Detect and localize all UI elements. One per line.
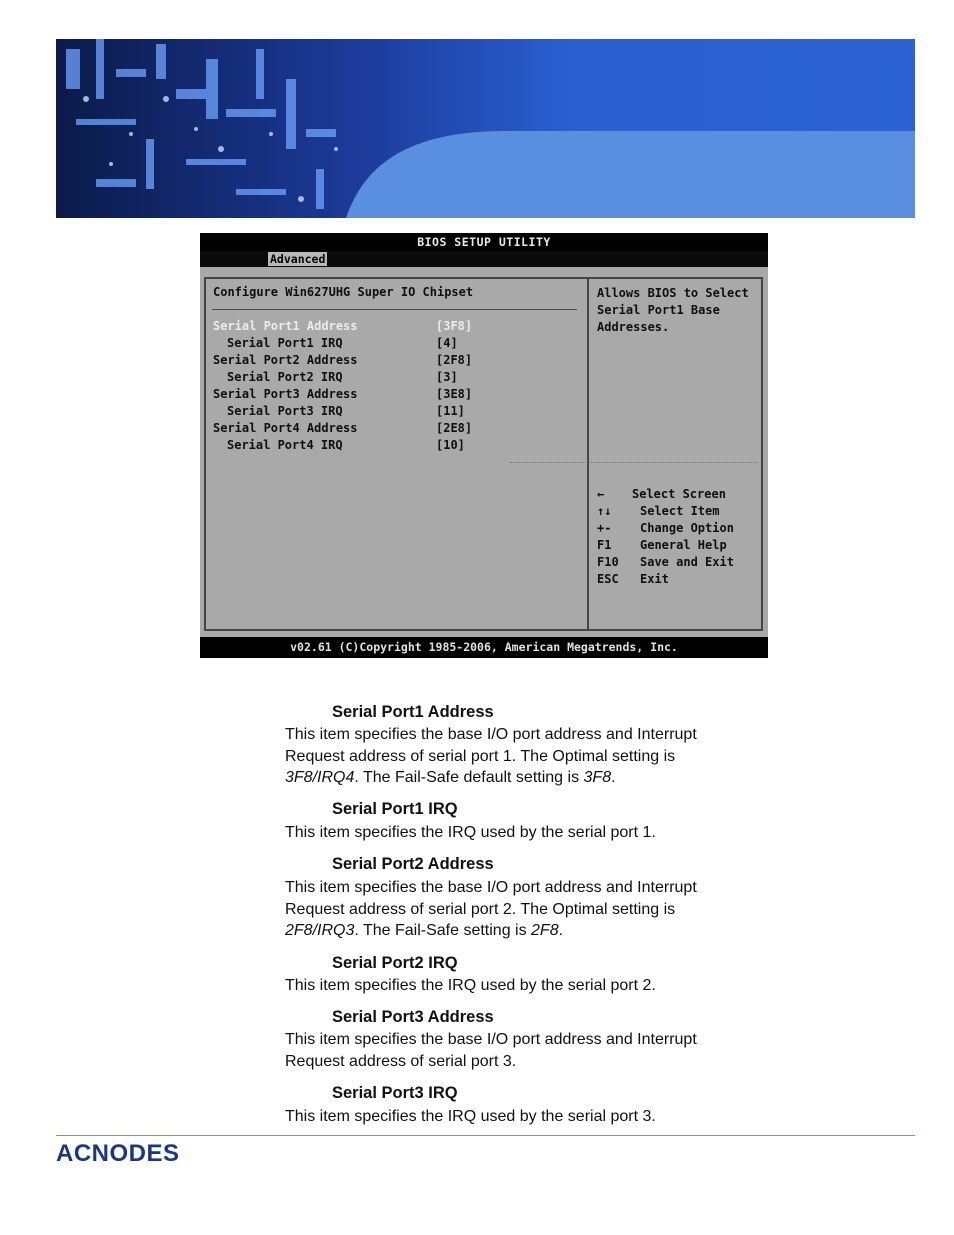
body-text: . The Fail-Safe default setting is	[354, 769, 584, 786]
bios-divider	[587, 279, 589, 629]
bios-value-serial-port2-address[interactable]: [2F8]	[436, 353, 473, 367]
key-select-item-desc: Select Item	[640, 504, 720, 518]
body-line: This item specifies the base I/O port address and Interrupt	[285, 879, 697, 896]
body-line: This item specifies the base I/O port address and Interrupt	[285, 1031, 697, 1048]
tab-advanced[interactable]: Advanced	[270, 252, 326, 266]
body-line: Request address of serial port 1. The Optimal setting is	[285, 747, 676, 765]
bios-dotted-rule	[510, 462, 758, 463]
body-line	[285, 920, 765, 942]
footer-rule	[56, 1135, 915, 1136]
header-banner	[56, 39, 915, 218]
section-body-port2-address	[285, 877, 765, 942]
section-body-port3-irq	[285, 1106, 765, 1128]
bios-item-serial-port2-address[interactable]: Serial Port2 Address	[213, 353, 358, 367]
body-text: .	[558, 922, 564, 939]
body-line: Request address of serial port 3.	[285, 1052, 517, 1070]
key-exit: ESC	[597, 572, 619, 586]
bios-item-serial-port3-address[interactable]: Serial Port3 Address	[213, 387, 358, 401]
key-select-screen: ←	[597, 487, 605, 501]
section-title-port1-address: Serial Port1 Address	[332, 703, 494, 721]
bios-item-serial-port4-address[interactable]: Serial Port4 Address	[213, 421, 358, 435]
bios-help-line-3: Addresses.	[597, 320, 670, 334]
heading-underline	[212, 309, 577, 310]
bios-section-heading: Configure Win627UHG Super IO Chipset	[213, 285, 474, 299]
section-title-port1-irq: Serial Port1 IRQ	[332, 800, 458, 818]
bios-item-serial-port3-irq[interactable]: Serial Port3 IRQ	[227, 404, 343, 418]
key-save-exit-desc: Save and Exit	[640, 555, 734, 569]
failsafe-value: 3F8	[583, 769, 612, 786]
bios-item-serial-port1-irq[interactable]: Serial Port1 IRQ	[227, 336, 343, 350]
bios-value-serial-port3-address[interactable]: [3E8]	[436, 387, 473, 401]
bios-item-serial-port4-irq[interactable]: Serial Port4 IRQ	[227, 438, 343, 452]
bios-help-line-1: Allows BIOS to Select	[597, 286, 749, 300]
bios-value-serial-port1-irq[interactable]: [4]	[436, 336, 458, 350]
key-general-help: F1	[597, 538, 612, 552]
bios-value-serial-port4-irq[interactable]: [10]	[436, 438, 465, 452]
bios-item-serial-port1-address[interactable]: Serial Port1 Address	[213, 319, 358, 333]
key-exit-desc: Exit	[640, 572, 669, 586]
failsafe-value: 2F8	[531, 922, 559, 939]
section-title-port2-irq: Serial Port2 IRQ	[332, 954, 458, 972]
bios-tab-bar	[200, 251, 768, 267]
body-text: . The Fail-Safe setting is	[354, 922, 532, 939]
section-title-port3-irq: Serial Port3 IRQ	[332, 1084, 458, 1102]
bios-value-serial-port3-irq[interactable]: [11]	[436, 404, 465, 418]
bios-help-line-2: Serial Port1 Base	[597, 303, 720, 317]
bios-main-panel	[200, 267, 768, 637]
section-body-port1-address	[285, 724, 765, 789]
body-line	[285, 767, 765, 789]
body-line: This item specifies the IRQ used by the serial port 2.	[285, 977, 656, 994]
bios-screenshot	[200, 233, 768, 658]
section-body-port2-irq	[285, 975, 765, 997]
bios-value-serial-port4-address[interactable]: [2E8]	[436, 421, 473, 435]
bios-value-serial-port2-irq[interactable]: [3]	[436, 370, 458, 384]
section-title-port3-address: Serial Port3 Address	[332, 1008, 494, 1026]
key-change-option-desc: Change Option	[640, 521, 734, 535]
body-line: Request address of serial port 2. The Optimal setting is	[285, 900, 676, 918]
section-body-port3-address	[285, 1029, 765, 1072]
key-select-screen-desc: Select Screen	[632, 487, 726, 501]
section-title-port2-address: Serial Port2 Address	[332, 855, 494, 873]
key-save-exit: F10	[597, 555, 619, 569]
optimal-value: 2F8/IRQ3	[285, 922, 355, 939]
bios-title: BIOS SETUP UTILITY	[417, 235, 551, 249]
body-line: This item specifies the IRQ used by the serial port 3.	[285, 1108, 656, 1125]
body-line: This item specifies the base I/O port address and Interrupt	[285, 726, 697, 743]
key-select-item: ↑↓	[597, 504, 612, 518]
circuit-board-graphic	[56, 39, 915, 218]
key-general-help-desc: General Help	[640, 538, 727, 552]
key-change-option: +-	[597, 521, 612, 535]
bios-item-serial-port2-irq[interactable]: Serial Port2 IRQ	[227, 370, 343, 384]
bios-copyright: v02.61 (C)Copyright 1985-2006, American Megatrends, Inc.	[290, 640, 678, 654]
section-body-port1-irq	[285, 822, 765, 844]
body-text: .	[611, 769, 616, 786]
acnodes-logo: ACNODES	[56, 1140, 180, 1167]
optimal-value: 3F8/IRQ4	[285, 769, 355, 786]
bios-value-serial-port1-address[interactable]: [3F8]	[436, 319, 473, 333]
body-line: This item specifies the IRQ used by the serial port 1.	[285, 824, 656, 841]
